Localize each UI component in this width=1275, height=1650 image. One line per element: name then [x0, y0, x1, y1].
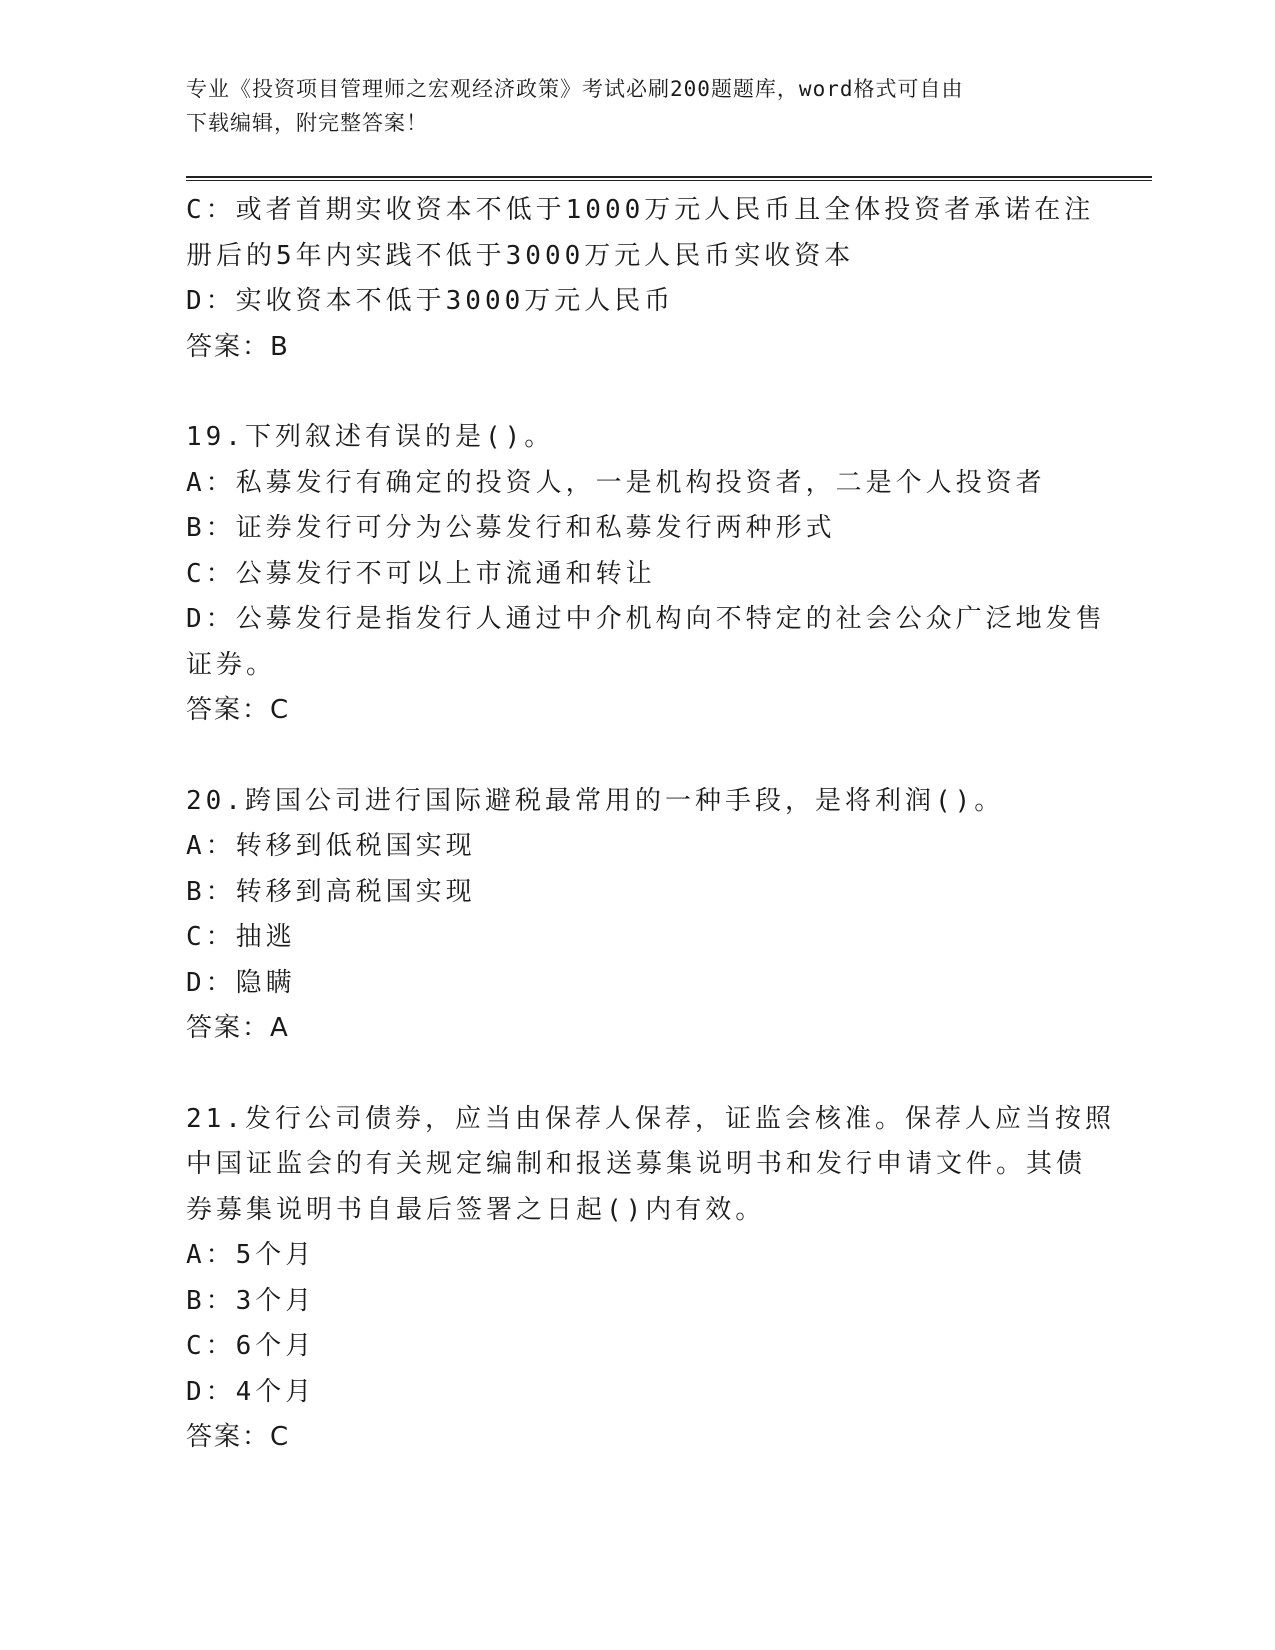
question-stem-line-3: 券募集说明书自最后签署之日起()内有效。	[186, 1194, 766, 1225]
option-d: D：4个月	[186, 1376, 316, 1407]
spacer	[186, 370, 1086, 415]
answer: 答案：C	[186, 1422, 291, 1452]
option-b: B：证券发行可分为公募发行和私募发行两种形式	[186, 513, 836, 543]
question-stem-line-1: 21.发行公司债券，应当由保荐人保荐，证监会核准。保荐人应当按照	[186, 1103, 1115, 1134]
option-c: C：6个月	[186, 1331, 316, 1361]
question-list	[186, 188, 1115, 1461]
question-stem: 20.跨国公司进行国际避税最常用的一种手段，是将利润()。	[186, 785, 1005, 816]
answer: 答案：B	[186, 331, 290, 362]
question-stem-line-2: 中国证监会的有关规定编制和报送募集说明书和发行申请文件。其债	[186, 1149, 1087, 1179]
question-stem: 19.下列叙述有误的是()。	[186, 422, 555, 452]
option-d-line-1: D：公募发行是指发行人通过中介机构向不特定的社会公众广泛地发售	[186, 604, 1106, 634]
answer: 答案：C	[186, 695, 291, 725]
option-d-line-2: 证券。	[186, 649, 277, 680]
option-c: C：公募发行不可以上市流通和转让	[186, 558, 656, 589]
option-d: D：实收资本不低于3000万元人民币	[186, 286, 675, 316]
prev-question-block	[186, 188, 1095, 370]
option-a: A：转移到低税国实现	[186, 831, 476, 861]
option-c-line-1: C：或者首期实收资本不低于1000万元人民币且全体投资者承诺在注	[186, 195, 1095, 225]
option-b: B：转移到高税国实现	[186, 876, 476, 907]
spacer	[186, 734, 1086, 779]
spacer	[186, 1052, 1086, 1097]
answer: 答案：A	[186, 1013, 290, 1043]
option-a: A：5个月	[186, 1240, 316, 1270]
option-b: B：3个月	[186, 1285, 316, 1316]
question-20-block	[186, 779, 1086, 1052]
option-c-line-2: 册后的5年内实践不低于3000万元人民币实收资本	[186, 240, 855, 271]
question-21-block	[186, 1097, 1115, 1461]
question-19-block	[186, 415, 1106, 734]
header-line-1: 专业《投资项目管理师之宏观经济政策》考试必刷200题题库，word格式可自由	[186, 77, 964, 101]
option-a: A：私募发行有确定的投资人，一是机构投资者，二是个人投资者	[186, 467, 1046, 498]
header-divider	[186, 176, 1152, 181]
header-line-2: 下载编辑，附完整答案！	[186, 111, 428, 135]
option-d: D：隐瞒	[186, 967, 296, 998]
option-c: C：抽逃	[186, 922, 296, 952]
document-header	[186, 72, 1066, 140]
